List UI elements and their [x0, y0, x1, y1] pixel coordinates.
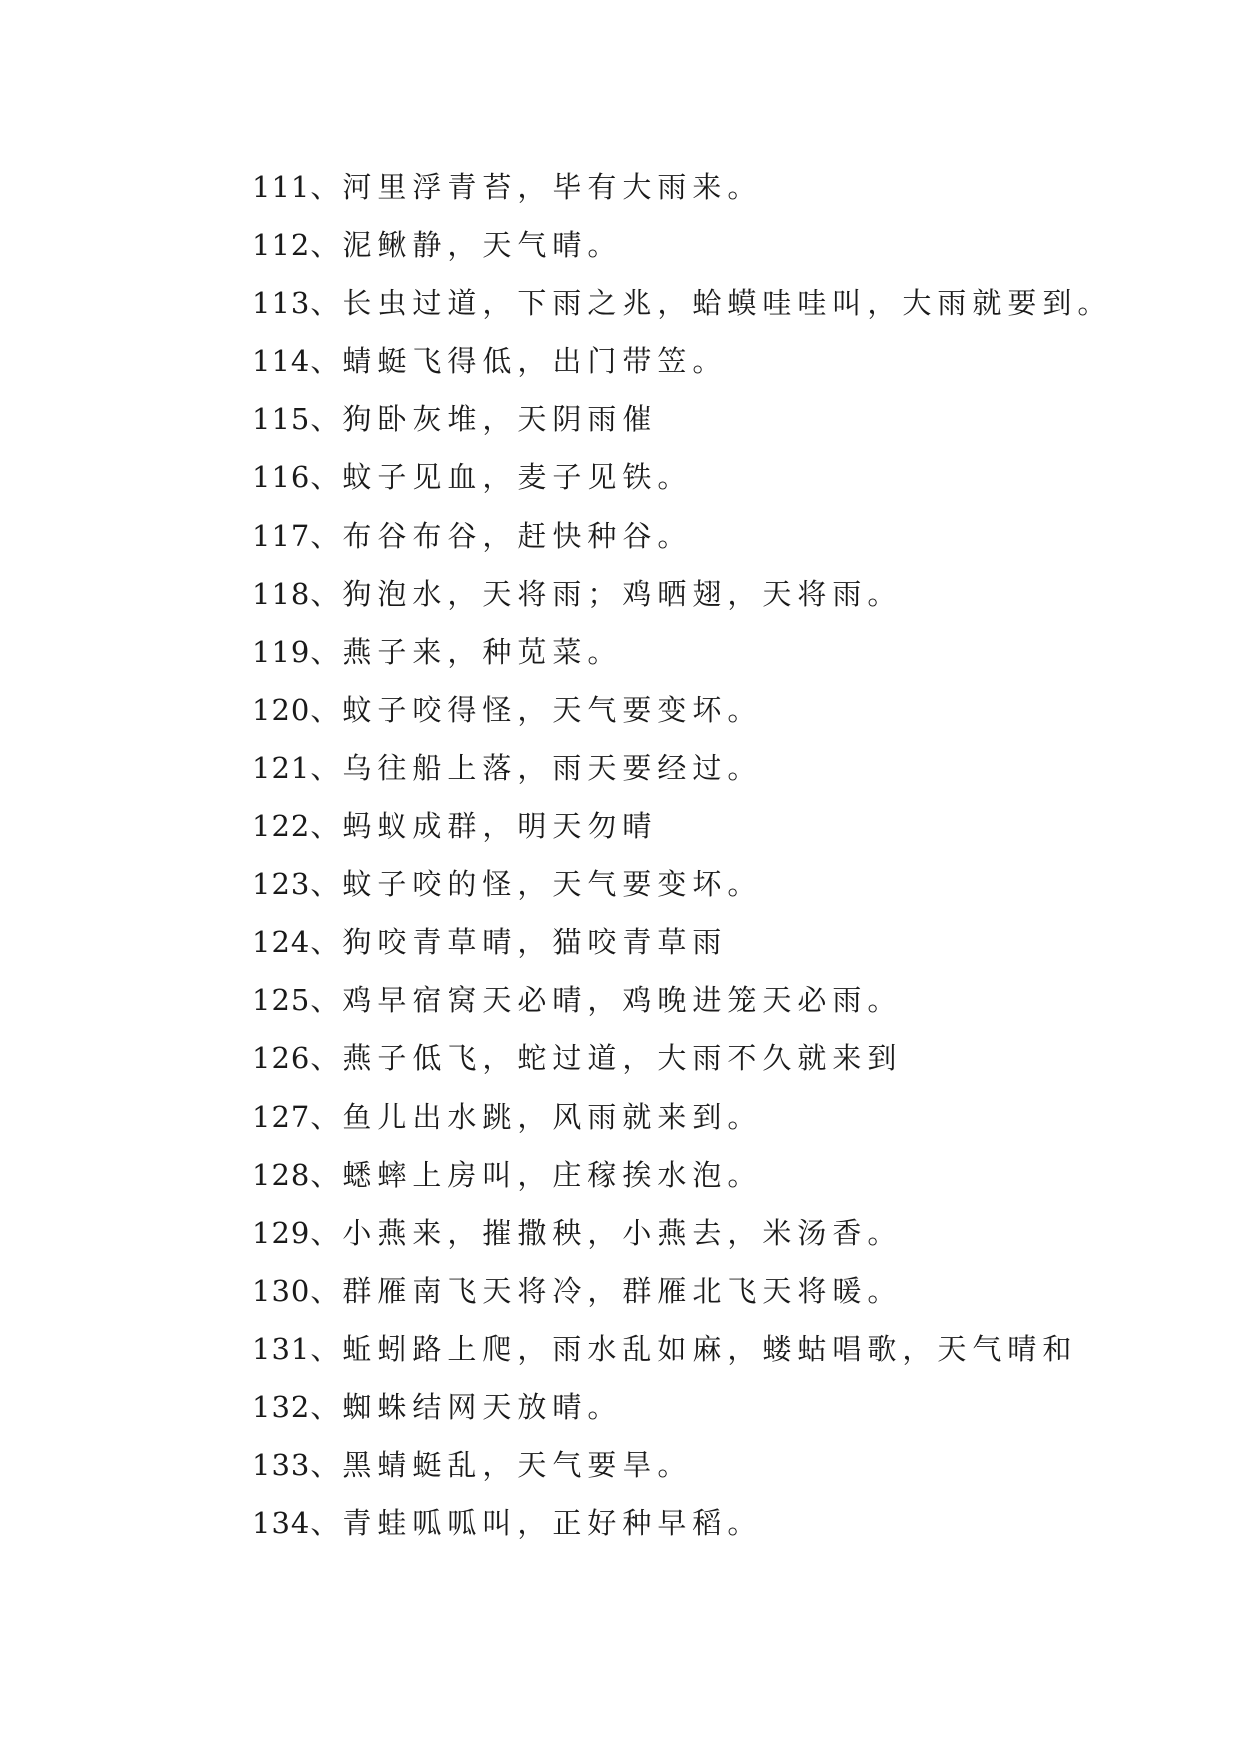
proverb-number: 129 [252, 1215, 311, 1250]
proverb-separator: 、 [310, 170, 341, 204]
proverb-number: 114 [252, 344, 311, 379]
proverb-text: 燕子低飞，蛇过道，大雨不久就来到 [342, 1041, 903, 1076]
proverb-line [252, 855, 1112, 913]
proverb-number: 128 [252, 1157, 311, 1192]
proverb-text: 布谷布谷，赶快种谷。 [342, 518, 693, 553]
proverb-line [252, 1378, 1112, 1436]
proverb-number: 120 [252, 692, 311, 727]
proverb-text: 群雁南飞天将冷，群雁北飞天将暖。 [342, 1273, 903, 1308]
proverb-text: 泥鳅静，天气晴。 [342, 228, 623, 263]
proverb-separator: 、 [310, 460, 341, 495]
proverb-text: 鸡早宿窝天必晴，鸡晚进笼天必雨。 [342, 983, 903, 1018]
proverb-number: 111 [252, 170, 311, 204]
proverb-line [252, 1029, 1112, 1087]
proverb-number: 122 [252, 809, 311, 844]
proverb-separator: 、 [310, 634, 341, 669]
proverb-separator: 、 [310, 1506, 341, 1541]
proverb-line [252, 1146, 1112, 1204]
proverb-number: 123 [252, 867, 311, 902]
proverb-text: 小燕来，摧撒秧，小燕去，米汤香。 [342, 1215, 903, 1250]
proverb-line [252, 1436, 1112, 1494]
proverb-line [252, 739, 1112, 797]
proverb-text: 狗咬青草晴，猫咬青草雨 [342, 925, 728, 960]
proverb-separator: 、 [310, 1041, 341, 1076]
proverb-text: 河里浮青苔，毕有大雨来。 [342, 170, 763, 204]
proverb-number: 125 [252, 983, 311, 1018]
proverb-separator: 、 [310, 402, 341, 437]
proverb-text: 蚊子咬的怪，天气要变坏。 [342, 867, 763, 902]
proverb-number: 112 [252, 228, 311, 263]
proverb-line [252, 1320, 1112, 1378]
proverb-separator: 、 [310, 867, 341, 902]
proverb-separator: 、 [310, 344, 341, 379]
proverb-number: 127 [252, 1099, 311, 1134]
proverb-separator: 、 [310, 1273, 341, 1308]
proverb-line [252, 623, 1112, 681]
proverb-line [252, 274, 1112, 332]
proverb-number: 117 [252, 518, 311, 553]
proverb-separator: 、 [310, 1331, 341, 1366]
proverb-text: 长虫过道，下雨之兆，蛤蟆哇哇叫，大雨就要到。 [342, 286, 1113, 321]
proverb-text: 黑蜻蜓乱，天气要旱。 [342, 1448, 693, 1483]
proverb-separator: 、 [310, 228, 341, 263]
proverb-number: 133 [252, 1448, 311, 1483]
proverb-line [252, 216, 1112, 274]
proverb-separator: 、 [310, 1448, 341, 1483]
proverb-text: 蜘蛛结网天放晴。 [342, 1389, 623, 1424]
proverb-text: 狗泡水，天将雨；鸡晒翅，天将雨。 [342, 576, 903, 611]
proverb-line [252, 1088, 1112, 1146]
proverb-text: 燕子来，种苋菜。 [342, 634, 623, 669]
proverb-separator: 、 [310, 286, 341, 321]
proverb-separator: 、 [310, 1215, 341, 1250]
proverb-number: 131 [252, 1331, 311, 1366]
proverb-separator: 、 [310, 692, 341, 727]
proverb-line [252, 1204, 1112, 1262]
proverb-text: 青蛙呱呱叫，正好种早稻。 [342, 1506, 763, 1541]
proverb-separator: 、 [310, 809, 341, 844]
proverb-text: 狗卧灰堆，天阴雨催 [342, 402, 658, 437]
proverb-text: 蟋蟀上房叫，庄稼挨水泡。 [342, 1157, 763, 1192]
proverb-separator: 、 [310, 1157, 341, 1192]
proverb-text: 蚯蚓路上爬，雨水乱如麻，蝼蛄唱歌，天气晴和 [342, 1331, 1078, 1366]
proverb-line [252, 507, 1112, 565]
proverb-separator: 、 [310, 1099, 341, 1134]
proverb-line [252, 448, 1112, 506]
proverb-list [252, 158, 1112, 1552]
proverb-line [252, 565, 1112, 623]
proverb-line [252, 681, 1112, 739]
proverb-number: 119 [252, 634, 311, 669]
proverb-number: 126 [252, 1041, 311, 1076]
proverb-number: 113 [252, 286, 311, 321]
proverb-line [252, 797, 1112, 855]
proverb-separator: 、 [310, 983, 341, 1018]
proverb-number: 116 [252, 460, 311, 495]
proverb-line [252, 971, 1112, 1029]
proverb-text: 蚊子咬得怪，天气要变坏。 [342, 692, 763, 727]
proverb-number: 115 [252, 402, 311, 437]
proverb-separator: 、 [310, 518, 341, 553]
proverb-number: 121 [252, 750, 311, 785]
proverb-text: 蚊子见血，麦子见铁。 [342, 460, 693, 495]
proverb-text: 蚂蚁成群，明天勿晴 [342, 809, 658, 844]
proverb-number: 132 [252, 1389, 311, 1424]
proverb-number: 124 [252, 925, 311, 960]
proverb-separator: 、 [310, 576, 341, 611]
proverb-separator: 、 [310, 750, 341, 785]
proverb-number: 130 [252, 1273, 311, 1308]
proverb-line [252, 390, 1112, 448]
proverb-line [252, 1494, 1112, 1552]
proverb-separator: 、 [310, 1389, 341, 1424]
proverb-number: 118 [252, 576, 311, 611]
proverb-line [252, 1262, 1112, 1320]
proverb-line [252, 158, 1112, 216]
proverb-text: 鱼儿出水跳，风雨就来到。 [342, 1099, 763, 1134]
proverb-line [252, 913, 1112, 971]
proverb-text: 乌往船上落，雨天要经过。 [342, 750, 763, 785]
proverb-text: 蜻蜓飞得低，出门带笠。 [342, 344, 728, 379]
proverb-number: 134 [252, 1506, 311, 1541]
proverb-separator: 、 [310, 925, 341, 960]
proverb-line [252, 332, 1112, 390]
